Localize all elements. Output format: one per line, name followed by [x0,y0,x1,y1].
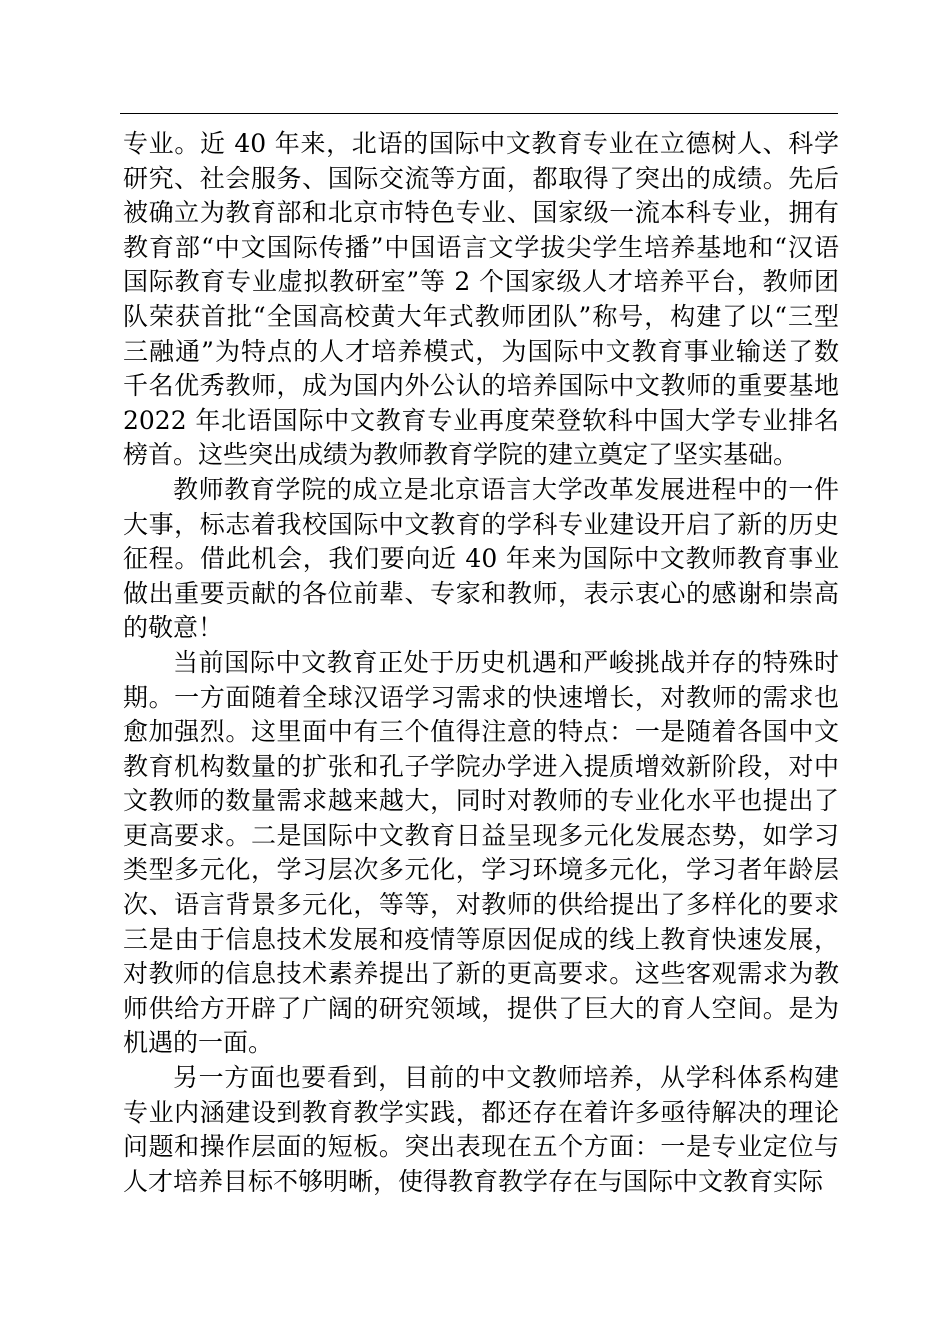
header-rule [120,113,838,114]
text-line: 人才培养目标不够明晰，使得教育教学存在与国际中文教育实际 [123,1166,824,1196]
text-line: 被确立为教育部和北京市特色专业、国家级一流本科专业，拥有 [123,198,839,228]
text-line: 的敬意！ [123,613,224,643]
text-line: 当前国际中文教育正处于历史机遇和严峻挑战并存的特殊时 [173,647,839,677]
text-line: 对教师的信息技术素养提出了新的更高要求。这些客观需求为教 [123,959,839,989]
text-line: 三融通”为特点的人才培养模式，为国际中文教育事业输送了数 [123,336,839,366]
paragraph-4 [123,1061,839,1199]
text-line: 队荣获首批“全国高校黄大年式教师团队”称号，构建了以“三型 [123,301,839,331]
text-line: 2022 年北语国际中文教育专业再度荣登软科中国大学专业排名 [123,405,839,435]
paragraph-2 [123,473,839,646]
text-line: 征程。借此机会，我们要向近 40 年来为国际中文教师教育事业 [123,544,839,574]
text-line: 机遇的一面。 [123,1028,274,1058]
paragraph-1 [123,127,839,473]
text-line: 做出重要贡献的各位前辈、专家和教师，表示衷心的感谢和崇高 [123,578,839,608]
text-line: 专业内涵建设到教育教学实践，都还存在着许多亟待解决的理论 [123,1097,839,1127]
text-line: 另一方面也要看到，目前的中文教师培养，从学科体系构建 [173,1063,839,1093]
text-line: 文教师的数量需求越来越大，同时对教师的专业化水平也提出了 [123,786,839,816]
text-line: 大事，标志着我校国际中文教育的学科专业建设开启了新的历史 [123,509,839,539]
text-line: 次、语言背景多元化，等等，对教师的供给提出了多样化的要求 [123,890,839,920]
text-line: 千名优秀教师，成为国内外公认的培养国际中文教师的重要基地 [123,371,839,401]
text-line: 愈加强烈。这里面中有三个值得注意的特点：一是随着各国中文 [123,717,839,747]
document-body [123,127,839,1199]
text-line: 教师教育学院的成立是北京语言大学改革发展进程中的一件 [173,474,839,504]
text-line: 教育机构数量的扩张和孔子学院办学进入提质增效新阶段，对中 [123,751,839,781]
paragraph-3 [123,646,839,1061]
text-line: 期。一方面随着全球汉语学习需求的快速增长，对教师的需求也 [123,682,839,712]
text-line: 更高要求。二是国际中文教育日益呈现多元化发展态势，如学习 [123,820,839,850]
text-line: 专业。近 40 年来，北语的国际中文教育专业在立德树人、科学 [123,129,839,158]
text-line: 教育部“中文国际传播”中国语言文学拔尖学生培养基地和“汉语 [123,232,839,262]
text-line: 问题和操作层面的短板。突出表现在五个方面：一是专业定位与 [123,1132,839,1162]
text-line: 三是由于信息技术发展和疫情等原因促成的线上教育快速发展， [123,924,839,954]
text-line: 榜首。这些突出成绩为教师教育学院的建立奠定了坚实基础。 [123,440,799,470]
text-line: 研究、社会服务、国际交流等方面，都取得了突出的成绩。先后 [123,163,839,193]
text-line: 师供给方开辟了广阔的研究领域，提供了巨大的育人空间。是为 [123,993,839,1023]
text-line: 国际教育专业虚拟教研室”等 2 个国家级人才培养平台，教师团 [123,267,839,297]
text-line: 类型多元化，学习层次多元化，学习环境多元化，学习者年龄层 [123,855,839,885]
